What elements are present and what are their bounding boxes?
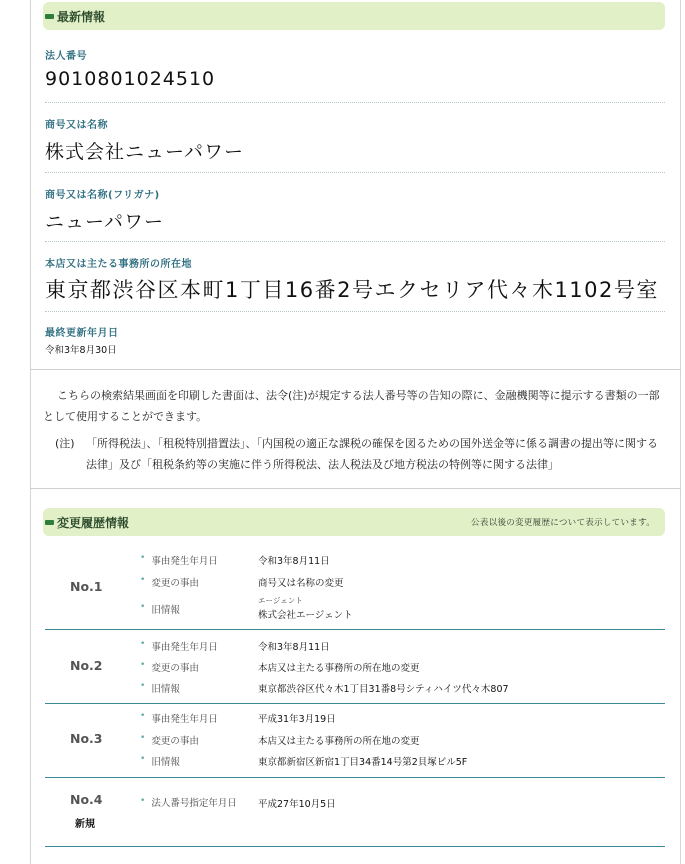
row-key: 変更の事由 (151, 578, 199, 589)
row-item (140, 733, 251, 747)
old-name-reading: エージェント (258, 596, 303, 605)
row-key: 法人番号指定年月日 (151, 798, 237, 809)
row-value: 本店又は主たる事務所の所在地の変更 (258, 736, 420, 747)
row-key: 旧情報 (151, 605, 180, 616)
history-title: 変更履歴情報 (57, 515, 130, 530)
history-header (43, 508, 665, 536)
field-head-office-address (45, 255, 665, 304)
row-separator (45, 846, 665, 847)
note-marker: (注) (55, 437, 75, 450)
bullet-icon: • (140, 733, 146, 743)
frame-right-border (680, 0, 681, 864)
bullet-icon: • (140, 602, 146, 612)
section-rule (30, 488, 681, 489)
field-label: 商号又は名称(フリガナ) (45, 190, 160, 201)
trade-name-value: 株式会社ニューパワー (45, 141, 245, 163)
row-number: No.2 (70, 658, 103, 673)
last-updated-value: 令和3年8月30日 (45, 345, 117, 356)
bullet-icon: • (140, 711, 146, 721)
history-note: 公表以後の変更履歴について表示しています。 (471, 518, 655, 528)
new-badge: 新規 (75, 819, 95, 830)
row-key: 事由発生年月日 (151, 556, 218, 567)
row-item (140, 711, 251, 725)
row-key: 変更の事由 (151, 663, 199, 674)
history-row (45, 547, 665, 627)
row-number: No.1 (70, 579, 103, 594)
row-value: 令和3年8月11日 (258, 642, 330, 653)
row-value (258, 595, 353, 621)
row-item (140, 660, 251, 674)
bullet-icon: • (140, 660, 146, 670)
row-value: 本店又は主たる事務所の所在地の変更 (258, 663, 420, 674)
divider (45, 241, 665, 242)
corporate-number-value: 9010801024510 (45, 68, 216, 90)
note-text: 「所得税法」、「租税特別措置法」、「内国税の適正な課税の確保を図るための国外送金等に係る調書の提出等に関する法律」及び「租税条約等の実施に伴う所得税法、法人税法及び地方税法の特例等に関する法律」 (86, 437, 658, 471)
field-label: 最終更新年月日 (45, 328, 119, 339)
row-number: No.3 (70, 731, 103, 746)
row-item (140, 754, 251, 768)
row-value: 令和3年8月11日 (258, 556, 330, 567)
history-row (45, 630, 665, 702)
field-last-updated (45, 324, 665, 356)
field-trade-name (45, 116, 665, 164)
divider (45, 102, 665, 103)
latest-info-title: 最新情報 (57, 9, 106, 24)
field-trade-name-kana (45, 186, 665, 234)
row-item (140, 575, 251, 589)
row-key: 旧情報 (151, 757, 180, 768)
row-value: 東京都新宿区新宿1丁目34番14号第2貝塚ビル5F (258, 757, 468, 768)
row-value: 商号又は名称の変更 (258, 578, 344, 589)
header-marker-icon (45, 520, 54, 525)
row-item (140, 639, 251, 653)
print-notice (43, 385, 668, 427)
field-corporate-number (45, 47, 665, 90)
row-value: 平成31年3月19日 (258, 714, 336, 725)
row-value: 東京都渋谷区代々木1丁目31番8号シティハイツ代々木807 (258, 684, 509, 695)
trade-name-kana-value: ニューパワー (45, 211, 165, 233)
frame-left-border (30, 0, 31, 864)
history-row (45, 778, 665, 846)
divider (45, 172, 665, 173)
row-item (140, 796, 259, 812)
bullet-icon: • (140, 681, 146, 691)
row-key: 変更の事由 (151, 736, 199, 747)
old-name: 株式会社エージェント (258, 610, 353, 621)
divider (45, 311, 665, 312)
row-key: 事由発生年月日 (151, 642, 218, 653)
bullet-icon: • (140, 575, 146, 585)
bullet-icon: • (140, 754, 146, 764)
row-key: 旧情報 (151, 684, 180, 695)
row-item (140, 602, 251, 616)
row-key: 事由発生年月日 (151, 714, 218, 725)
notice-text: こちらの検索結果画面を印刷した書面は、法令(注)が規定する法人番号等の告知の際に、金融機関等に提示する書類の一部として使用することができます。 (43, 389, 660, 423)
bullet-icon: • (140, 553, 146, 563)
field-label: 法人番号 (45, 51, 87, 62)
row-item (140, 553, 251, 567)
latest-info-header (43, 2, 665, 30)
head-office-address-value: 東京都渋谷区本町1丁目16番2号エクセリア代々木1102号室 (45, 278, 659, 302)
header-marker-icon (45, 14, 54, 19)
row-number: No.4 (70, 792, 103, 807)
row-item (140, 681, 251, 695)
section-rule (30, 369, 681, 370)
row-value: 平成27年10月5日 (258, 799, 336, 810)
bullet-icon: • (140, 639, 146, 649)
bullet-icon: • (140, 796, 146, 806)
history-row (45, 704, 665, 776)
field-label: 商号又は名称 (45, 120, 108, 131)
notice-footnote (55, 433, 665, 475)
field-label: 本店又は主たる事務所の所在地 (45, 259, 192, 270)
